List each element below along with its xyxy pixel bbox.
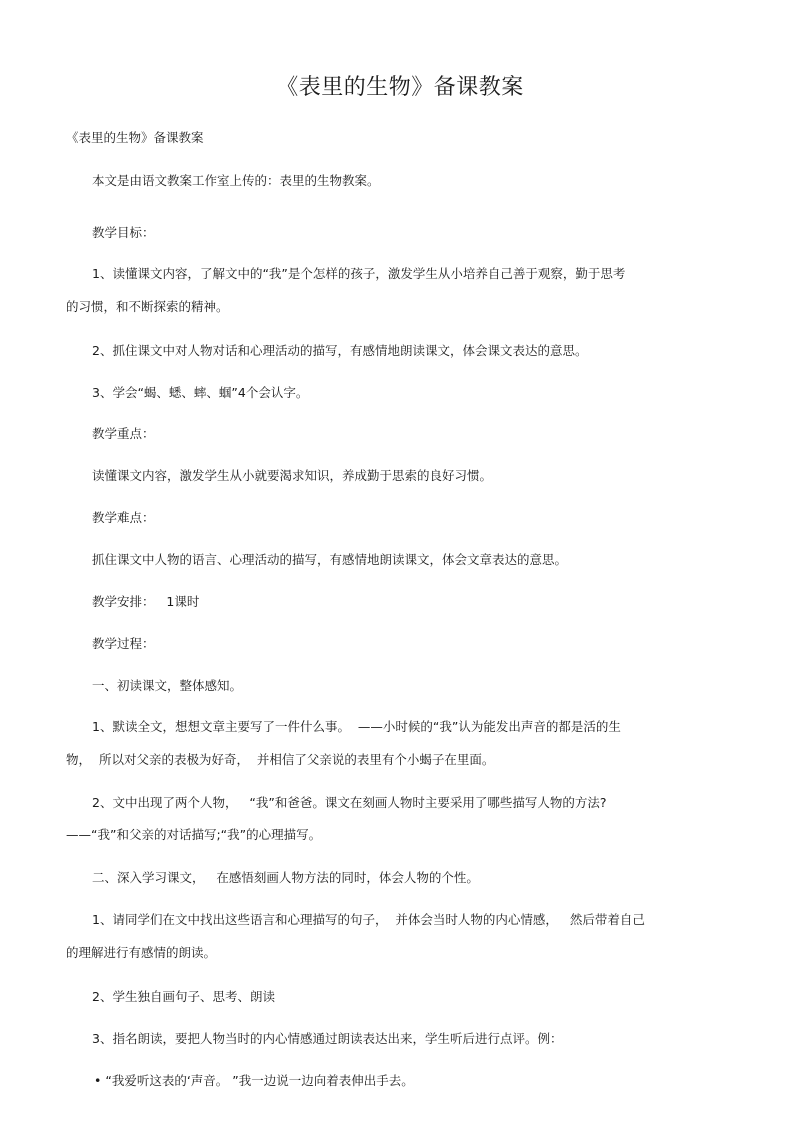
paragraph-line: 1、默读全文，想想文章主要写了一件什么事。 ——小时候的“我”认为能发出声音的都是活的生 [92, 719, 621, 734]
section-heading: 教学安排： 1课时 [92, 594, 200, 609]
paragraph-line: 1、请同学们在文中找出这些语言和心理描写的句子， 并体会当时人物的内心情感， 然后带着自己 [92, 912, 645, 927]
paragraph-line: 2、抓住课文中对人物对话和心理活动的描写，有感情地朗读课文，体会课文表达的意思。 [92, 343, 588, 358]
section-heading: 教学难点： [92, 510, 155, 525]
paragraph-line: 3、指名朗读，要把人物当时的内心情感通过朗读表达出来，学生听后进行点评。例： [92, 1031, 563, 1046]
paragraph-line: 2、文中出现了两个人物， “我”和爸爸。课文在刻画人物时主要采用了哪些描写人物的方法? [92, 795, 607, 810]
paragraph-line: 读懂课文内容，激发学生从小就要渴求知识，养成勤于思索的良好习惯。 [92, 468, 493, 483]
paragraph-line: 一、初读课文，整体感知。 [92, 678, 243, 693]
paragraph-line: 1、读懂课文内容，了解文中的“我”是个怎样的孩子，激发学生从小培养自己善于观察，勤于思考 [92, 266, 626, 281]
paragraph-line: 的习惯，和不断探索的精神。 [66, 299, 229, 314]
section-heading: 教学重点： [92, 426, 155, 441]
paragraph-line: 物， 所以对父亲的表极为好奇， 并相信了父亲说的表里有个小蝎子在里面。 [66, 752, 495, 767]
paragraph-line: ——“我”和父亲的对话描写;“我”的心理描写。 [66, 827, 322, 842]
section-heading: 教学目标： [92, 225, 155, 240]
paragraph-line: 抓住课文中人物的语言、心理活动的描写，有感情地朗读课文，体会文章表达的意思。 [92, 552, 568, 567]
paragraph-line: 本文是由语文教案工作室上传的：表里的生物教案。 [92, 173, 380, 188]
document-subtitle: 《表里的生物》备课教案 [66, 130, 204, 145]
paragraph-line: 二、深入学习课文， 在感悟刻画人物方法的同时，体会人物的个性。 [92, 870, 479, 885]
paragraph-line: • “我爱听这表的‘声音。 ”我一边说一边向着表伸出手去。 [94, 1073, 414, 1088]
paragraph-line: 3、学会“蝎、蟋、蟀、蝈”4个会认字。 [92, 385, 309, 400]
document-title: 《表里的生物》备课教案 [276, 75, 524, 100]
paragraph-line: 2、学生独自画句子、思考、朗读 [92, 989, 275, 1004]
paragraph-line: 的理解进行有感情的朗读。 [66, 945, 217, 960]
section-heading: 教学过程： [92, 636, 155, 651]
